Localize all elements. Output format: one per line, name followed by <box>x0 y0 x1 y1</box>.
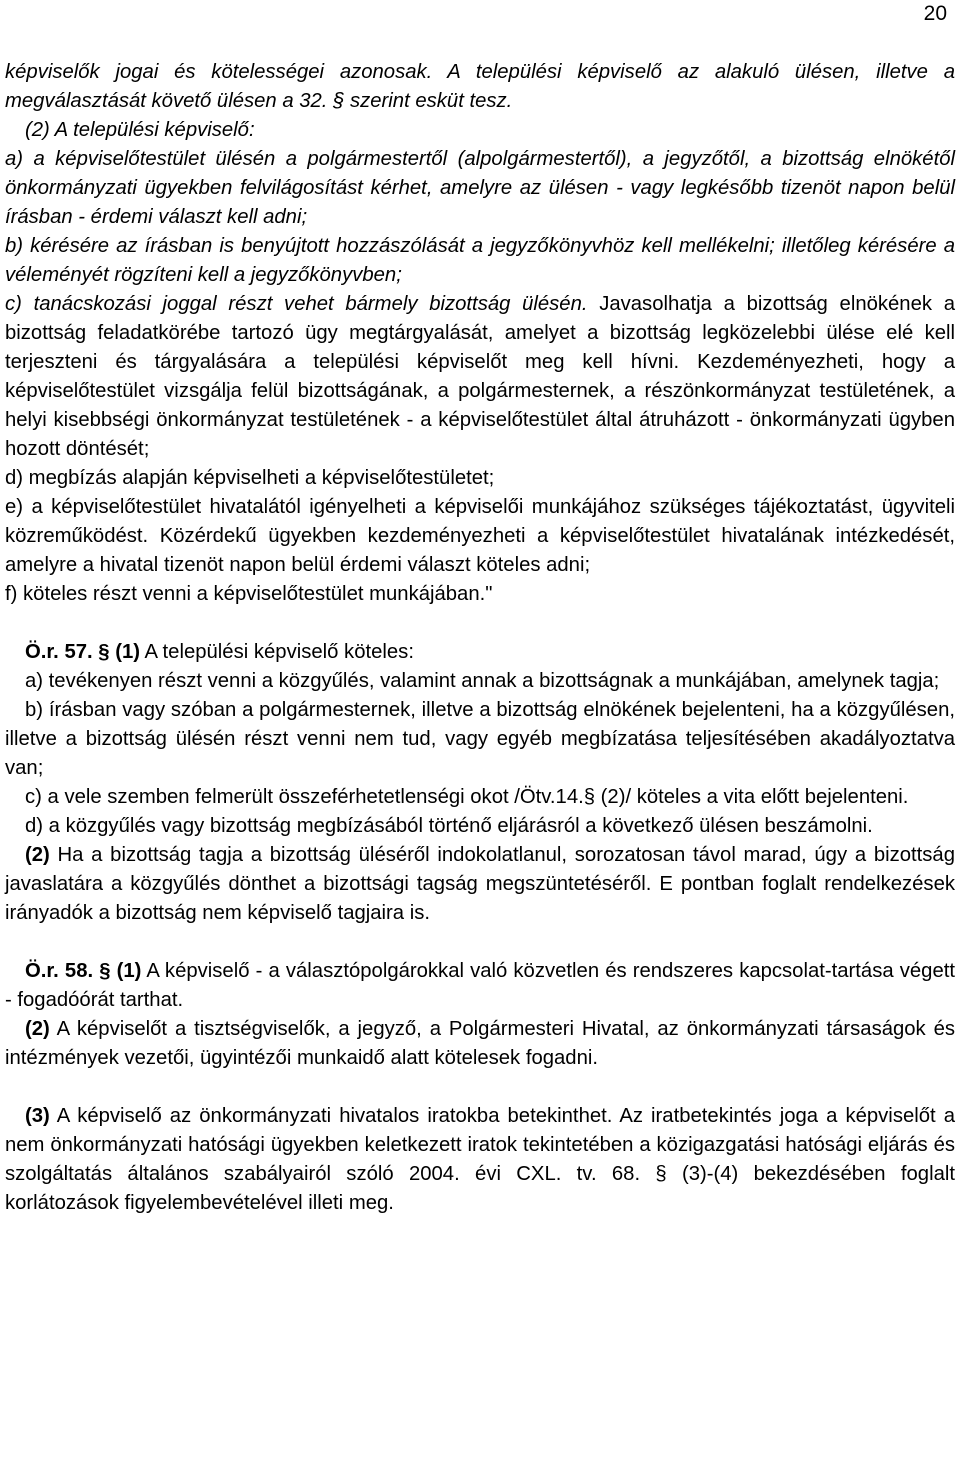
paragraph <box>5 841 955 928</box>
page-number: 20 <box>923 2 947 25</box>
section-58-intro <box>5 957 955 1015</box>
section-heading: Ö.r. 58. § (1) <box>25 960 142 982</box>
paragraph-italic-part: c) tanácskozási joggal részt vehet bármely bizottság ülésén. <box>5 293 588 315</box>
paragraph: a) tevékenyen részt venni a közgyűlés, valamint annak a bizottságnak a munkájában, amelynek tagja; <box>25 670 940 692</box>
section-intro: A települési képviselő köteles: <box>139 641 414 663</box>
subsection-text: A képviselőt a tisztségviselők, a jegyző, a Polgármesteri Hivatal, az önkormányzati társaságok és intézmények vezetői, ügyintézői munkaidő alatt kötelesek fogadni. <box>5 1018 955 1069</box>
paragraph: c) a vele szemben felmerült összeférhetetlenségi okot /Ötv.14.§ (2)/ köteles a vita előtt bejelenteni. <box>25 786 909 808</box>
spacer <box>5 1073 955 1102</box>
section-heading: Ö.r. 57. § (1) <box>25 641 140 663</box>
subsection-text: Ha a bizottság tagja a bizottság üléséről indokolatlanul, sorozatosan távol marad, úgy a bizottság javaslatára a közgyűlés dönthet a bizottsági tagság megszüntetéséről. E pontban foglalt rendelkezések irányadók a bizottság nem képviselő tagjaira is. <box>5 844 955 924</box>
paragraph: d) megbízás alapján képviselheti a képviselőtestületet; <box>5 467 495 489</box>
section-57-intro <box>5 638 955 667</box>
paragraph: e) a képviselőtestület hivatalától igényelheti a képviselői munkájához szükséges tájékoztatást, ügyviteli közreműködést. Közérdekű ügyekben kezdeményezheti a képviselőtestület hivatalának intézkedését, amelyre a hivatal tizenöt napon belül érdemi választ köteles adni; <box>5 496 955 576</box>
paragraph: (2) A települési képviselő: <box>25 119 255 141</box>
spacer <box>5 609 955 638</box>
paragraph: képviselők jogai és kötelességei azonosak. A települési képviselő az alakuló ülésen, illetve a megválasztását követő ülésen a 32. § szerint esküt tesz. <box>5 61 955 112</box>
paragraph: f) köteles részt venni a képviselőtestület munkájában." <box>5 583 493 605</box>
document-body <box>5 58 955 1218</box>
paragraph: b) írásban vagy szóban a polgármesternek, illetve a bizottság elnökének bejelenteni, ha a közgyűlésen, illetve a bizottság ülésén részt venni nem tud, vagy egyéb megbízatása teljesítésében akadályoztatva van; <box>5 699 955 779</box>
paragraph-rest: Javasolhatja a bizottság elnökének a bizottság feladatkörébe tartozó ügy megtárgyalását, amelyet a bizottság legközelebbi ülése elé kell terjeszteni és tárgyalására a települési képviselőt meg kell hívni. Kezdeményezheti, hogy a képviselőtestület vizsgálja felül bizottságának, a polgármesternek, a részönkormányzat testületének, a helyi kisebbségi önkormányzat testületének - a képviselőtestület által átruházott - önkormányzati ügyben hozott döntését; <box>5 293 955 460</box>
section-text: A képviselő - a választópolgárokkal való közvetlen és rendszeres kapcsolat-tartása végett - fogadóórát tarthat. <box>5 960 955 1011</box>
subsection-text: A képviselő az önkormányzati hivatalos iratokba betekinthet. Az iratbetekintés joga a képviselőt a nem önkormányzati hatósági ügyekben keletkezett iratok tekintetében a közigazgatási hatósági eljárás és szolgáltatás általános szabályairól szóló 2004. évi CXL. tv. 68. § (3)-(4) bekezdésében foglalt korlátozások figyelembevételével illeti meg. <box>5 1105 955 1214</box>
paragraph: b) kérésére az írásban is benyújtott hozzászólását a jegyzőkönyvhöz kell mellékelni; illetőleg kérésére a véleményét rögzíteni kell a jegyzőkönyvben; <box>5 235 955 286</box>
paragraph <box>5 1015 955 1073</box>
subsection-number: (3) <box>25 1105 50 1127</box>
paragraph: d) a közgyűlés vagy bizottság megbízásából történő eljárásról a következő ülésen beszámolni. <box>25 815 873 837</box>
spacer <box>5 928 955 957</box>
paragraph: a) a képviselőtestület ülésén a polgármestertől (alpolgármestertől), a jegyzőtől, a bizottság elnökétől önkormányzati ügyekben felvilágosítást kérhet, amelyre az ülésen - vagy legkésőbb tizenöt napon belül írásban - érdemi választ kell adni; <box>5 148 955 228</box>
paragraph <box>5 1102 955 1218</box>
subsection-number: (2) <box>25 1018 50 1040</box>
subsection-number: (2) <box>25 844 50 866</box>
paragraph <box>5 290 955 464</box>
